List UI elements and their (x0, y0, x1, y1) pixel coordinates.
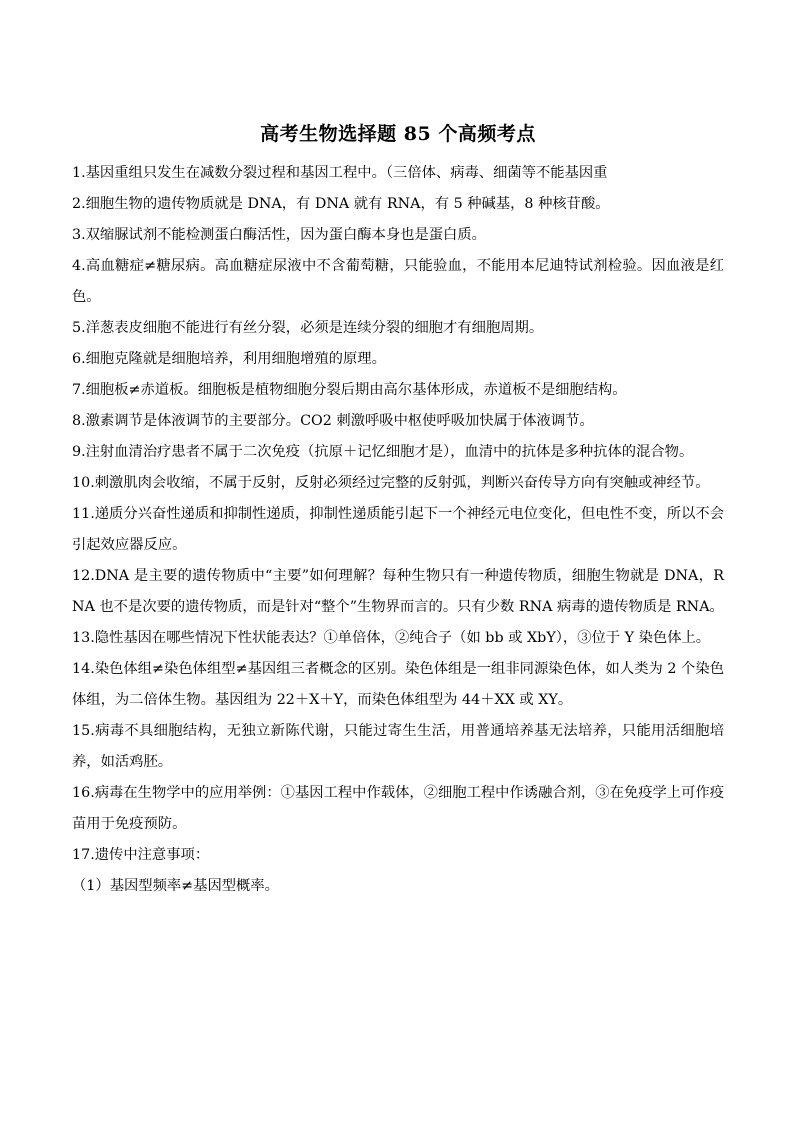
document-title: 高考生物选择题 85 个高频考点 (260, 123, 536, 145)
paragraph-17-sub-1: （1）基因型频率≠基因型概率。 (72, 878, 279, 894)
paragraph-7: 7.细胞板≠赤道板。细胞板是植物细胞分裂后期由高尔基体形成，赤道板不是细胞结构。 (72, 382, 627, 398)
paragraph-3: 3.双缩脲试剂不能检测蛋白酶活性，因为蛋白酶本身也是蛋白质。 (72, 227, 486, 243)
paragraph-14: 14.染色体组≠染色体组型≠基因组三者概念的区别。染色体组是一组非同源染色体，如人类为 2 个染色体组，为二倍体生物。基因组为 22＋X＋Y，而染色体组型为 44＋XX 或 XY。 (72, 661, 724, 708)
paragraph-1: 1.基因重组只发生在减数分裂过程和基因工程中。（三倍体、病毒、细菌等不能基因重 (72, 165, 608, 181)
paragraph-13: 13.隐性基因在哪些情况下性状能表达？①单倍体，②纯合子（如 bb 或 XbY），③位于 Y 染色体上。 (72, 630, 711, 646)
paragraph-10: 10.刺激肌肉会收缩，不属于反射，反射必须经过完整的反射弧，判断兴奋传导方向有突触或神经节。 (72, 475, 710, 491)
paragraph-12: 12.DNA 是主要的遗传物质中“主要”如何理解？每种生物只有一种遗传物质，细胞生物就是 DNA，RNA 也不是次要的遗传物质，而是针对“整个”生物界而言的。只有少数 RNA 病毒的遗传物质是 RNA。 (72, 568, 724, 615)
paragraph-4: 4.高血糖症≠糖尿病。高血糖症尿液中不含葡萄糖，只能验血，不能用本尼迪特试剂检验。因血液是红色。 (72, 258, 724, 305)
paragraph-5: 5.洋葱表皮细胞不能进行有丝分裂，必须是连续分裂的细胞才有细胞周期。 (72, 320, 544, 336)
paragraph-15: 15.病毒不具细胞结构，无独立新陈代谢，只能过寄生生活，用普通培养基无法培养，只能用活细胞培养，如活鸡胚。 (72, 723, 724, 770)
paragraph-2: 2.细胞生物的遗传物质就是 DNA，有 DNA 就有 RNA，有 5 种碱基，8 种核苷酸。 (72, 196, 610, 212)
paragraph-16: 16.病毒在生物学中的应用举例：①基因工程中作载体，②细胞工程中作诱融合剂，③在免疫学上可作疫苗用于免疫预防。 (72, 785, 724, 832)
paragraph-8: 8.激素调节是体液调节的主要部分。CO2 刺激呼吸中枢使呼吸加快属于体液调节。 (72, 413, 594, 429)
paragraph-9: 9.注射血清治疗患者不属于二次免疫（抗原＋记忆细胞才是），血清中的抗体是多种抗体的混合物。 (72, 444, 694, 460)
paragraph-11: 11.递质分兴奋性递质和抑制性递质，抑制性递质能引起下一个神经元电位变化，但电性不变，所以不会引起效应器反应。 (72, 506, 724, 553)
paragraph-17: 17.遗传中注意事项： (72, 847, 210, 863)
paragraph-6: 6.细胞克隆就是细胞培养，利用细胞增殖的原理。 (72, 351, 386, 367)
